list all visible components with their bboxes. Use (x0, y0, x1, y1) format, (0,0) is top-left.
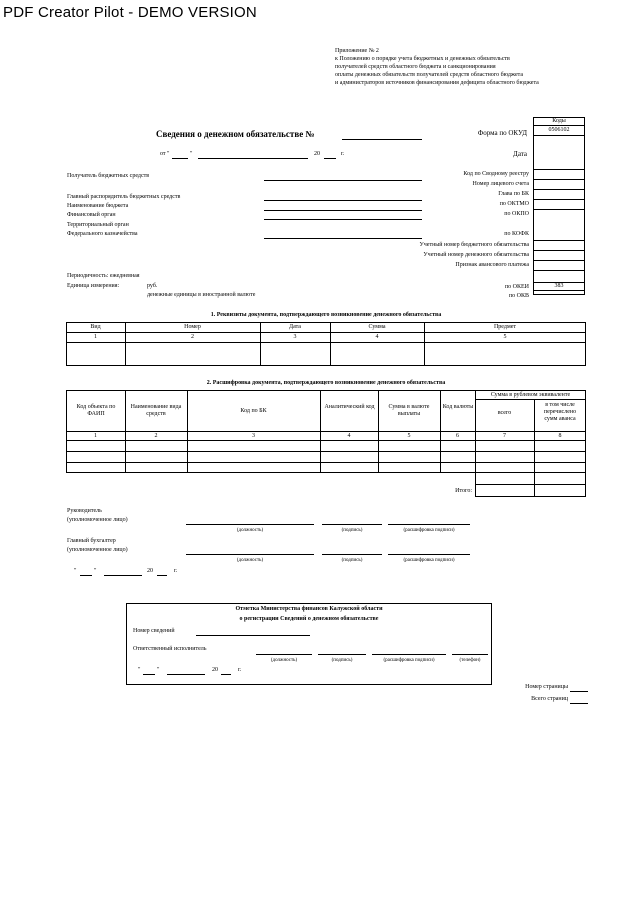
document-title: Сведения о денежном обязательстве № (156, 129, 315, 139)
acc-signature-caption: (подпись) (341, 558, 363, 563)
foreign-label: денежные единицы в иностранной валюте (147, 292, 256, 298)
date-month-line (198, 158, 308, 159)
page-number-label: Номер страницы (525, 684, 568, 690)
s2-num: 5 (407, 433, 411, 439)
ministry-title-1: Отметка Министерства финансов Калужской области (235, 606, 383, 612)
s2-row-sep (66, 462, 586, 463)
codes-divider (533, 169, 585, 170)
svod-label: Код по Сводному реестру (463, 171, 529, 177)
codes-divider (533, 199, 585, 200)
unit-label: Единица измерения: (67, 283, 120, 289)
s2-col-sep (585, 473, 586, 497)
sig-date-month-line (104, 575, 142, 576)
rub-label: руб. (147, 283, 158, 289)
codes-column (533, 117, 585, 295)
codes-divider (533, 240, 585, 241)
page-number-line (570, 691, 588, 692)
acc-decoding-caption: (расшифровка подписи) (403, 558, 455, 563)
date-quote: " (190, 151, 193, 157)
s2-head-bk: Код по БК (240, 408, 267, 414)
s2-num: 1 (94, 433, 97, 439)
resp-phone-caption: (телефон) (459, 658, 481, 663)
s2-num: 6 (456, 433, 459, 439)
total-pages-line (570, 703, 588, 704)
terr-org-label: Территориальный орган (67, 222, 129, 228)
okv-label: по ОКВ (508, 293, 529, 299)
periodicity-label: Периодичность: ежедневная (67, 273, 140, 279)
ministry-title-2: о регистрации Сведений о денежном обязательстве (239, 616, 379, 622)
appendix-line-1: Приложение № 2 (335, 48, 379, 54)
s2-head-advance: в том числе перечислено сумм аванса (543, 402, 577, 422)
codes-divider (533, 125, 585, 126)
sig-date-year-line (157, 575, 167, 576)
codes-divider (533, 260, 585, 261)
s2-sub-sep (475, 399, 586, 400)
itogo-label: Итого: (455, 488, 472, 494)
section2-title: 2. Расшифровка документа, подтверждающего возникновение денежного обязательства (206, 380, 446, 386)
resp-signature-line (318, 654, 366, 655)
s1-head-nomer: Номер (184, 324, 201, 330)
section1-title: 1. Реквизиты документа, подтверждающего возникновение денежного обязательства (210, 312, 442, 318)
acc-signature-line (322, 554, 382, 555)
account-label: Номер лицевого счета (472, 181, 529, 187)
s2-total-sep (475, 484, 585, 485)
uchet-bud-label: Учетный номер бюджетного обязательства (419, 242, 529, 248)
s2-head-analytic: Аналитический код (324, 404, 375, 410)
min-date-year: 20 (212, 667, 218, 673)
s2-col-sep (534, 399, 535, 497)
date-day-line (172, 158, 188, 159)
number-line (342, 139, 422, 140)
head-signature-line (322, 524, 382, 525)
budget-line (264, 210, 422, 211)
min-date-g: г. (238, 667, 242, 673)
codes-divider (533, 189, 585, 190)
codes-divider (533, 209, 585, 210)
date-label: Дата (513, 150, 527, 158)
uchet-den-label: Учетный номер денежного обязательства (423, 252, 529, 258)
sig-date-day-line (80, 575, 92, 576)
date-year: 20 (314, 151, 320, 157)
s1-head-vid: Вид (90, 324, 101, 330)
s2-num: 7 (503, 433, 506, 439)
s2-row-sep (66, 431, 586, 432)
appendix-line-2: к Положению о порядке учета бюджетных и денежных обязательств (335, 56, 510, 62)
accountant-sub-label: (уполномоченное лицо) (67, 547, 128, 553)
okud-label: Форма по ОКУД (477, 129, 527, 137)
fin-org-label: Финансовый орган (67, 212, 116, 218)
sig-date-quote2: " (94, 568, 97, 574)
codes-header: Коды (552, 118, 566, 124)
appendix-line-3: получателей средств областного бюджета и санкционирования (335, 64, 496, 70)
resp-signature-caption: (подпись) (331, 658, 353, 663)
s2-num: 8 (558, 433, 562, 439)
date-year-line (324, 158, 336, 159)
s2-head-rub: Сумма в рублевом эквиваленте (490, 392, 571, 398)
head-signature-caption: (подпись) (341, 528, 363, 533)
treasury-line (264, 238, 422, 239)
s2-head-currency-code: Код валюты (442, 404, 474, 410)
total-pages-label: Всего страниц (531, 696, 568, 702)
min-date-day-line (143, 674, 155, 675)
gl-rasp-label: Главный распорядитель бюджетных средств (67, 194, 181, 200)
s1-num: 2 (191, 334, 194, 340)
s2-num: 2 (154, 433, 158, 439)
oktmo-label: по ОКТМО (499, 201, 529, 207)
recipient-line (264, 180, 422, 181)
codes-divider (533, 135, 585, 136)
glava-label: Глава по БК (498, 191, 529, 197)
s2-row-sep (66, 451, 586, 452)
head-position-line (186, 524, 314, 525)
head-decoding-caption: (расшифровка подписи) (403, 528, 455, 533)
kofk-label: по КОФК (504, 231, 529, 237)
s1-head-predmet: Предмет (493, 324, 517, 330)
okei-label: по ОКЕИ (504, 284, 529, 290)
codes-divider (533, 179, 585, 180)
resp-position-caption: (должность) (270, 658, 298, 663)
s2-head-sum-currency: Сумма в валюте выплаты (388, 404, 430, 417)
okud-code: 0506102 (548, 127, 570, 133)
acc-position-caption: (должность) (236, 558, 264, 563)
sig-date-year: 20 (147, 568, 153, 574)
head-sub-label: (уполномоченное лицо) (67, 517, 128, 523)
okei-code: 383 (554, 283, 564, 289)
s2-num: 3 (252, 433, 255, 439)
min-date-quote1: " (138, 667, 141, 673)
s2-num: 4 (347, 433, 351, 439)
resp-decoding-caption: (расшифровка подписи) (383, 658, 435, 663)
head-position-caption: (должность) (236, 528, 264, 533)
codes-divider (533, 270, 585, 271)
s1-num: 3 (293, 334, 297, 340)
s1-row-sep (66, 332, 586, 333)
min-date-year-line (221, 674, 231, 675)
acc-decoding-line (388, 554, 470, 555)
s1-num: 5 (503, 334, 507, 340)
acc-position-line (186, 554, 314, 555)
accountant-label: Главный бухгалтер (67, 538, 116, 544)
head-label: Руководитель (67, 508, 102, 514)
demo-banner: PDF Creator Pilot - DEMO VERSION (3, 4, 257, 21)
s2-head-total: всего (497, 410, 512, 416)
s2-col-sep (475, 390, 476, 497)
budget-label: Наименование бюджета (67, 203, 129, 209)
s1-num: 1 (94, 334, 97, 340)
min-date-quote2: " (157, 667, 160, 673)
appendix-line-5: и администраторов источников финансирования дефицита областного бюджета (335, 80, 539, 86)
resp-decoding-line (372, 654, 446, 655)
appendix-line-4: оплаты денежных обязательств получателей средств областного бюджета (335, 72, 523, 78)
s2-row-sep (66, 440, 586, 441)
s1-row-sep (66, 342, 586, 343)
date-from: от " (160, 151, 170, 157)
s2-head-faip: Код объекта по ФАИП (76, 404, 116, 417)
sig-date-g: г. (174, 568, 178, 574)
okpo-label: по ОКПО (504, 211, 529, 217)
head-decoding-line (388, 524, 470, 525)
codes-divider (533, 290, 585, 291)
avans-label: Признак авансового платежа (455, 262, 529, 268)
recipient-label: Получатель бюджетных средств (67, 173, 150, 179)
fin-org-line (264, 219, 422, 220)
s1-num: 4 (375, 334, 379, 340)
resp-phone-line (452, 654, 488, 655)
s1-head-data: Дата (289, 324, 301, 330)
s1-head-summa: Сумма (368, 324, 386, 330)
s2-total-sep (475, 496, 585, 497)
nomer-line (196, 635, 310, 636)
responsible-label: Ответственный исполнитель (133, 646, 207, 652)
date-g: г. (341, 151, 345, 157)
sig-date-quote1: " (74, 568, 77, 574)
s2-head-vid: Наименование вида средств (130, 404, 182, 417)
resp-position-line (256, 654, 312, 655)
min-date-month-line (167, 674, 205, 675)
fed-treasury-label: Федерального казначейства (67, 231, 138, 237)
gl-rasp-line (264, 200, 422, 201)
codes-divider (533, 250, 585, 251)
nomer-label: Номер сведений (133, 628, 175, 634)
